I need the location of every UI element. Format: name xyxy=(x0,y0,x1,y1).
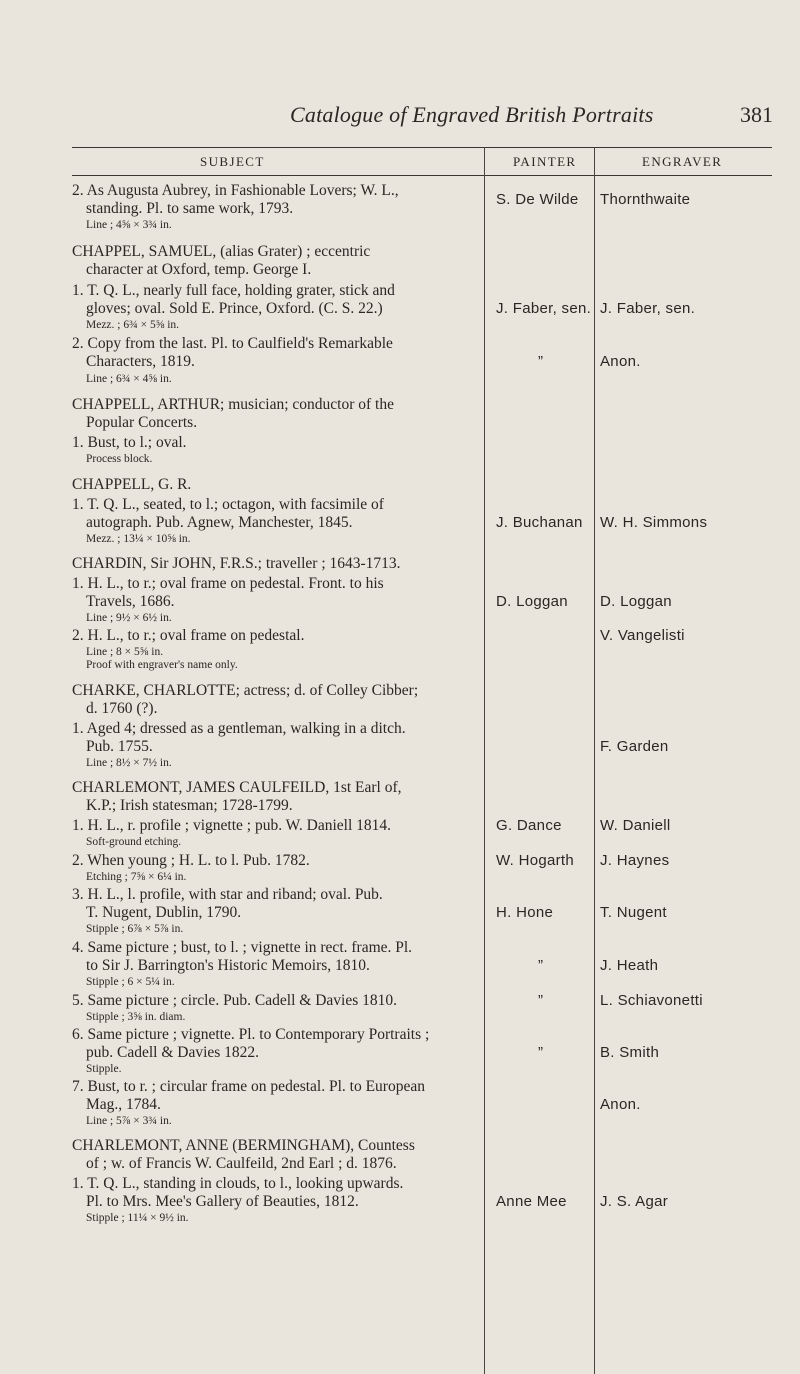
entry-heading: CHAPPEL, SAMUEL, (alias Grater) ; eccentric xyxy=(72,243,371,260)
entry-line: 4. Same picture ; bust, to l. ; vignette in rect. frame. Pl. xyxy=(72,939,413,956)
entry-heading: CHARDIN, Sir JOHN, F.R.S.; traveller ; 1643-1713. xyxy=(72,555,401,572)
engraver-name: Anon. xyxy=(600,1096,641,1113)
technique-note: Stipple ; 11¼ × 9½ in. xyxy=(86,1212,189,1224)
engraver-name: T. Nugent xyxy=(600,904,667,921)
column-divider-painter-engraver xyxy=(594,147,595,1374)
engraver-name: V. Vangelisti xyxy=(600,627,685,644)
entry-line: Pub. 1755. xyxy=(86,738,153,755)
entry-line: 2. As Augusta Aubrey, in Fashionable Lovers; W. L., xyxy=(72,182,399,199)
painter-name: W. Hogarth xyxy=(496,852,575,869)
engraver-name: B. Smith xyxy=(600,1044,660,1061)
entry-line: of ; w. of Francis W. Caulfeild, 2nd Earl ; d. 1876. xyxy=(86,1155,397,1172)
engraver-name: J. Haynes xyxy=(600,852,670,869)
painter-name: ” xyxy=(538,1044,544,1061)
entry-line: 2. Copy from the last. Pl. to Caulfield's Remarkable xyxy=(72,335,393,352)
entry-heading: CHAPPELL, ARTHUR; musician; conductor of the xyxy=(72,396,394,413)
entry-heading: CHARLEMONT, JAMES CAULFEILD, 1st Earl of, xyxy=(72,779,402,796)
entry-line: 2. H. L., to r.; oval frame on pedestal. xyxy=(72,627,305,644)
technique-note: Mezz. ; 13¼ × 10⅝ in. xyxy=(86,533,191,545)
technique-note: Stipple ; 6⅞ × 5⅞ in. xyxy=(86,923,184,935)
entry-line: 1. Bust, to l.; oval. xyxy=(72,434,187,451)
column-header-engraver: ENGRAVER xyxy=(642,154,723,169)
entry-line: 2. When young ; H. L. to l. Pub. 1782. xyxy=(72,852,310,869)
page-header xyxy=(0,102,800,132)
technique-note: Mezz. ; 6¾ × 5⅝ in. xyxy=(86,319,180,331)
column-header-painter: PAINTER xyxy=(513,154,577,169)
technique-note: Soft-ground etching. xyxy=(86,836,182,848)
engraver-name: W. H. Simmons xyxy=(600,514,708,531)
engraver-name: J. Heath xyxy=(600,957,659,974)
entry-line: 1. T. Q. L., seated, to l.; octagon, with facsimile of xyxy=(72,496,384,513)
entry-line: 5. Same picture ; circle. Pub. Cadell & Davies 1810. xyxy=(72,992,397,1009)
entry-line: 1. T. Q. L., nearly full face, holding grater, stick and xyxy=(72,282,395,299)
entry-line: 1. T. Q. L., standing in clouds, to l., looking upwards. xyxy=(72,1175,404,1192)
column-header-subject: SUBJECT xyxy=(200,154,265,169)
entry-line: T. Nugent, Dublin, 1790. xyxy=(86,904,242,921)
entry-line: character at Oxford, temp. George I. xyxy=(86,261,312,278)
table-header-rule xyxy=(72,175,772,176)
entry-line: Characters, 1819. xyxy=(86,353,195,370)
entry-line: 1. H. L., to r.; oval frame on pedestal. Front. to his xyxy=(72,575,384,592)
painter-name: J. Buchanan xyxy=(496,514,583,531)
entry-line: 3. H. L., l. profile, with star and riband; oval. Pub. xyxy=(72,886,383,903)
entry-line: d. 1760 (?). xyxy=(86,700,158,717)
technique-note: Line ; 6¾ × 4⅝ in. xyxy=(86,373,172,385)
entry-line: 6. Same picture ; vignette. Pl. to Contemporary Portraits ; xyxy=(72,1026,430,1043)
technique-note: Etching ; 7⅝ × 6¼ in. xyxy=(86,871,187,883)
engraver-name: J. S. Agar xyxy=(600,1193,669,1210)
engraver-name: J. Faber, sen. xyxy=(600,300,696,317)
technique-note: Stipple ; 3⅝ in. diam. xyxy=(86,1011,186,1023)
technique-note: Line ; 8 × 5⅝ in. xyxy=(86,646,164,658)
entry-line: 1. Aged 4; dressed as a gentleman, walking in a ditch. xyxy=(72,720,406,737)
painter-name: Anne Mee xyxy=(496,1193,567,1210)
entry-line: Mag., 1784. xyxy=(86,1096,161,1113)
painter-name: J. Faber, sen. xyxy=(496,300,592,317)
engraver-name: L. Schiavonetti xyxy=(600,992,703,1009)
technique-note: Stipple ; 6 × 5¼ in. xyxy=(86,976,175,988)
engraver-name: F. Garden xyxy=(600,738,669,755)
technique-note: Proof with engraver's name only. xyxy=(86,659,238,671)
running-title: Catalogue of Engraved British Portraits xyxy=(290,102,654,127)
table-top-rule xyxy=(72,147,772,148)
entry-line: Pl. to Mrs. Mee's Gallery of Beauties, 1812. xyxy=(86,1193,359,1210)
entry-line: pub. Cadell & Davies 1822. xyxy=(86,1044,260,1061)
engraver-name: Anon. xyxy=(600,353,641,370)
technique-note: Line ; 8½ × 7½ in. xyxy=(86,757,172,769)
technique-note: Stipple. xyxy=(86,1063,122,1075)
painter-name: D. Loggan xyxy=(496,593,568,610)
entry-line: gloves; oval. Sold E. Prince, Oxford. (C. S. 22.) xyxy=(86,300,383,317)
entry-heading: CHARLEMONT, ANNE (BERMINGHAM), Countess xyxy=(72,1137,415,1154)
entry-line: K.P.; Irish statesman; 1728-1799. xyxy=(86,797,293,814)
technique-note: Line ; 5⅞ × 3¾ in. xyxy=(86,1115,172,1127)
entry-line: 1. H. L., r. profile ; vignette ; pub. W. Daniell 1814. xyxy=(72,817,391,834)
technique-note: Process block. xyxy=(86,453,153,465)
entry-heading: CHARKE, CHARLOTTE; actress; d. of Colley Cibber; xyxy=(72,682,419,699)
engraver-name: W. Daniell xyxy=(600,817,671,834)
painter-name: ” xyxy=(538,992,544,1009)
entry-line: Popular Concerts. xyxy=(86,414,198,431)
painter-name: G. Dance xyxy=(496,817,562,834)
engraver-name: Thornthwaite xyxy=(600,191,691,208)
entry-line: standing. Pl. to same work, 1793. xyxy=(86,200,294,217)
technique-note: Line ; 4⅝ × 3¾ in. xyxy=(86,219,172,231)
entry-line: Travels, 1686. xyxy=(86,593,175,610)
painter-name: H. Hone xyxy=(496,904,554,921)
entry-line: to Sir J. Barrington's Historic Memoirs, 1810. xyxy=(86,957,370,974)
engraver-name: D. Loggan xyxy=(600,593,672,610)
painter-name: ” xyxy=(538,957,544,974)
painter-name: S. De Wilde xyxy=(496,191,579,208)
entry-line: autograph. Pub. Agnew, Manchester, 1845. xyxy=(86,514,353,531)
technique-note: Line ; 9½ × 6½ in. xyxy=(86,612,172,624)
painter-name: ” xyxy=(538,353,544,370)
entry-heading: CHAPPELL, G. R. xyxy=(72,476,192,493)
entry-line: 7. Bust, to r. ; circular frame on pedestal. Pl. to European xyxy=(72,1078,425,1095)
page-number: 381 xyxy=(740,102,773,127)
